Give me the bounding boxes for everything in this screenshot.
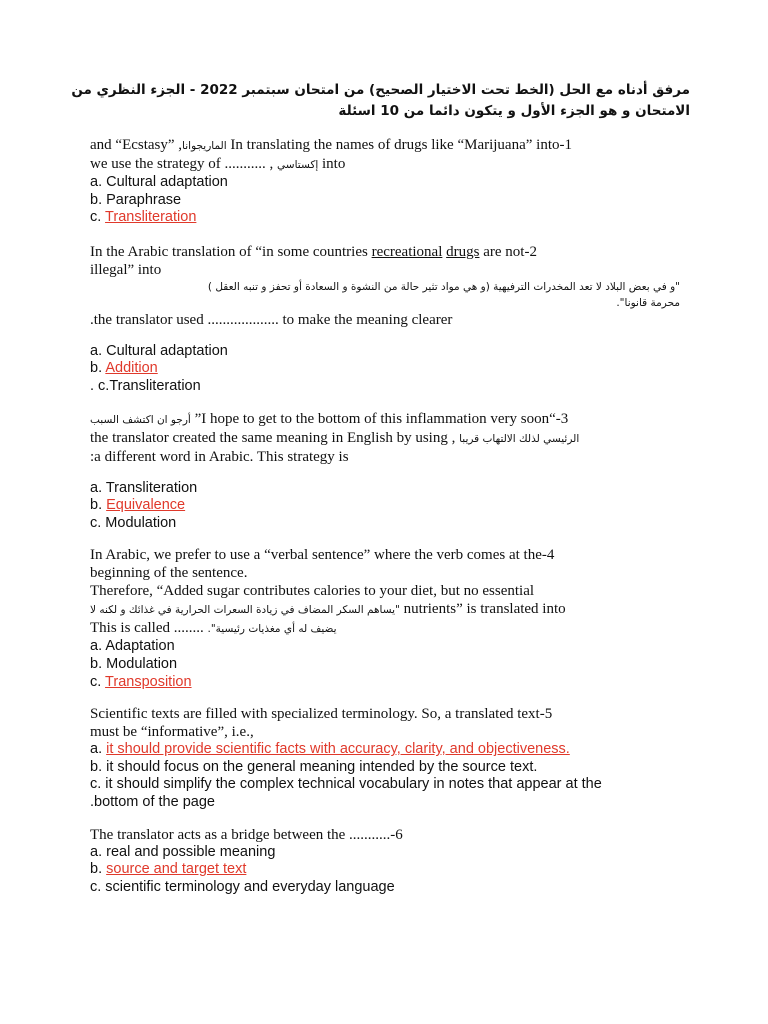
option-letter: b. <box>90 360 106 377</box>
correct-answer: Addition <box>105 360 158 377</box>
question-3 <box>90 410 690 533</box>
option-b: b. it should focus on the general meaning intended by the source text. <box>90 758 538 775</box>
arabic-term: أرجو ان اكتشف السبب <box>90 413 191 426</box>
question-text: ”I hope to get to the bottom of this inflammation very soon“-3 <box>190 410 569 427</box>
option-b-correct <box>90 861 690 879</box>
arabic-term: إكستاسي <box>277 159 319 171</box>
correct-answer: Transposition <box>105 673 192 690</box>
option-b: b. Modulation <box>90 655 178 672</box>
underlined-term: recreational <box>371 243 443 260</box>
question-3-line-2 <box>90 429 690 448</box>
question-1-line-2 <box>90 155 690 174</box>
exam-page <box>71 80 690 896</box>
correct-answer: it should provide scientific facts with accuracy, clarity, and objectiveness. <box>106 741 570 758</box>
question-4-line-5 <box>90 619 690 638</box>
correct-answer: Equivalence <box>106 497 186 514</box>
question-6 <box>90 826 690 897</box>
question-5-line-2: must be “informative”, i.e., <box>90 724 254 741</box>
question-text: nutrients” is translated into <box>399 601 566 618</box>
option-a: a. Cultural adaptation <box>90 342 228 359</box>
option-c-correct <box>90 674 690 692</box>
option-c: c. Modulation <box>90 514 177 531</box>
question-text: the translator created the same meaning in English by using , <box>90 429 460 446</box>
option-letter: c. <box>90 673 106 690</box>
header-line-2: الامتحان و هو الجزء الأول و يتكون دائما من 10 اسئلة <box>338 103 690 119</box>
question-text: we use the strategy of ........... , <box>90 156 278 172</box>
option-letter: c. <box>90 209 106 226</box>
question-text: In the Arabic translation of “in some countries <box>90 243 372 260</box>
option-b-correct <box>90 497 690 515</box>
underlined-term: drugs <box>446 243 480 260</box>
question-4-line-1: In Arabic, we prefer to use a “verbal sentence” where the verb comes at the-4 <box>90 547 555 564</box>
question-2 <box>90 243 690 396</box>
arabic-term: الرئيسي لذلك الالتهاب قريبا <box>459 432 580 445</box>
correct-answer: Transliteration <box>105 209 197 226</box>
option-letter: b. <box>90 861 107 878</box>
option-c-correct <box>90 209 690 227</box>
question-text: This is called ........ <box>90 620 208 637</box>
exam-header <box>71 80 690 122</box>
question-text: In translating the names of drugs like “Marijuana” into-1 <box>226 137 572 153</box>
option-a-correct <box>90 741 690 759</box>
arabic-translation: يضيف له أي مغذيات رئيسية". <box>207 623 337 636</box>
option-c: c. scientific terminology and everyday language <box>90 878 395 895</box>
question-4-line-2: beginning of the sentence. <box>90 565 248 582</box>
option-a: a. Cultural adaptation <box>90 174 228 190</box>
question-3-line-3: :a different word in Arabic. This strategy is <box>90 448 349 465</box>
option-b-correct <box>90 360 690 378</box>
arabic-translation-line-1: "و في بعض البلاد لا تعد المخدرات الترفيهية (و هي مواد تثير حالة من النشوة و السعادة أو تحفز و تنبه العقل ) <box>207 280 680 293</box>
option-letter: a. <box>90 741 107 758</box>
option-c: . c.Transliteration <box>90 377 201 394</box>
arabic-term: الماريجوانا <box>182 140 227 152</box>
question-text: are not-2 <box>479 243 537 260</box>
question-2-line-2: illegal” into <box>90 261 162 278</box>
option-c-continued: .bottom of the page <box>90 793 215 810</box>
option-b: b. Paraphrase <box>90 191 182 208</box>
question-2-line-3: .the translator used ................... to make the meaning clearer <box>90 311 453 328</box>
question-text: and “Ecstasy” , <box>90 137 183 153</box>
question-1-line-1 <box>90 136 690 155</box>
question-4-line-3: Therefore, “Added sugar contributes calories to your diet, but no essential <box>90 583 535 600</box>
question-4 <box>90 546 690 691</box>
question-6-line-1: The translator acts as a bridge between the ...........-6 <box>90 826 403 843</box>
question-2-line-1 <box>90 243 690 261</box>
correct-answer: source and target text <box>106 861 247 878</box>
option-a: a. Transliteration <box>90 479 198 496</box>
question-5 <box>90 705 690 811</box>
question-3-line-1 <box>90 410 690 429</box>
option-c: c. it should simplify the complex technical vocabulary in notes that appear at the <box>90 776 602 793</box>
header-line-1: مرفق أدناه مع الحل (الخط تحت الاختيار الصحيح) من امتحان سبتمبر 2022 - الجزء النظري من <box>71 82 690 98</box>
option-letter: b. <box>90 497 107 514</box>
question-text: into <box>318 156 346 172</box>
question-5-line-1: Scientific texts are filled with specialized terminology. So, a translated text-5 <box>90 706 553 723</box>
question-1 <box>90 136 690 227</box>
option-a: a. Adaptation <box>90 638 175 655</box>
arabic-translation-line-2: محرمة قانونا". <box>616 296 680 309</box>
arabic-translation: "يساهم السكر المضاف في زيادة السعرات الحرارية في غذائك و لكنه لا <box>90 604 400 617</box>
question-4-line-4 <box>90 600 690 619</box>
option-a: a. real and possible meaning <box>90 843 276 860</box>
